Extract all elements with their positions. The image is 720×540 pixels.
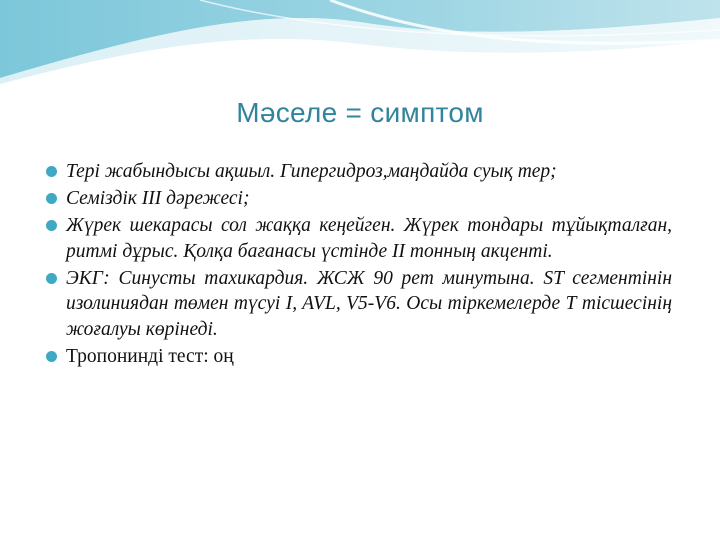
bullet-list (46, 159, 672, 371)
list-item (46, 344, 672, 370)
bullet-icon (46, 193, 57, 204)
bullet-text: Тропонинді тест: оң (66, 345, 234, 367)
bullet-text: Семіздік ІІІ дәрежесі; (66, 188, 250, 209)
bullet-icon (46, 220, 57, 231)
bullet-text: ЭКГ: Синусты тахикардия. ЖСЖ 90 рет минутына. ST сегментінін изолиниядан төмен түсуі I, AVL, V5-V6. Осы тіркемелерде Т тісшесінің жоғалуы көрінеді. (66, 267, 672, 340)
bullet-text: Тері жабындысы ақшыл. Гипергидроз,маңдайда суық тер; (66, 161, 557, 182)
bullet-icon (46, 166, 57, 177)
list-item (46, 159, 672, 185)
header-wave-decoration (0, 0, 720, 90)
list-item (46, 186, 672, 212)
bullet-text: Жүрек шекарасы сол жаққа кеңейген. Жүрек тондары тұйықталған, ритмі дұрыс. Қолқа бағанасы үстінде ІІ тонның акценті. (66, 215, 672, 262)
slide-title: Мәселе = симптом (236, 97, 484, 128)
list-item (46, 266, 672, 343)
bullet-icon (46, 273, 57, 284)
list-item (46, 213, 672, 264)
bullet-icon (46, 351, 57, 362)
